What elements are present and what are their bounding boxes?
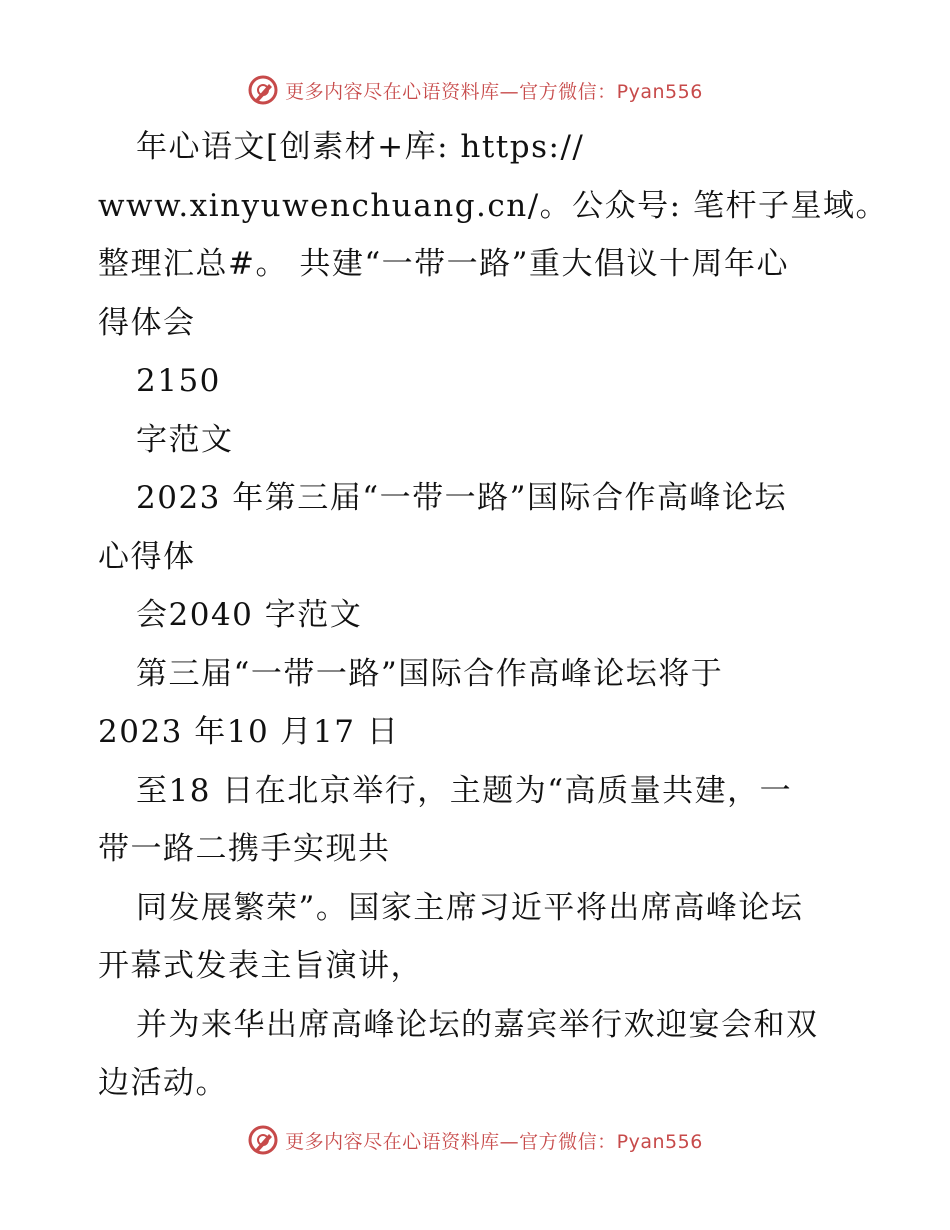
text-line: 并为来华出席高峰论坛的嘉宾举行欢迎宴会和双 bbox=[136, 1006, 819, 1043]
text-line: www.xinyuwenchuang.cn/。公众号: 笔杆子星域。 bbox=[98, 187, 888, 224]
text-line: 第三届“一带一路”国际合作高峰论坛将于 bbox=[136, 655, 724, 692]
text-line: 2023 年第三届“一带一路”国际合作高峰论坛 bbox=[136, 480, 787, 516]
text-line: 边活动。 bbox=[98, 1065, 228, 1101]
text-line: 得体会 bbox=[98, 304, 196, 341]
header-watermark-banner bbox=[0, 70, 950, 110]
pen-logo-icon bbox=[247, 1124, 279, 1156]
text-line: 会2040 字范文 bbox=[136, 597, 363, 633]
document-body bbox=[98, 118, 888, 1113]
text-line: 字范文 bbox=[136, 421, 234, 458]
footer-watermark-banner bbox=[0, 1120, 950, 1160]
text-line: 心得体 bbox=[98, 538, 196, 575]
pen-logo-icon bbox=[247, 74, 279, 106]
text-line: 带一路二携手实现共 bbox=[98, 831, 391, 867]
watermark-text: 更多内容尽在心语资料库—官方微信：Pyan556 bbox=[285, 1130, 703, 1153]
text-line: 至18 日在北京举行，主题为“高质量共建，一 bbox=[136, 772, 793, 809]
text-line: 2150 bbox=[136, 363, 221, 399]
text-line: 同发展繁荣”。国家主席习近平将出席高峰论坛 bbox=[136, 889, 804, 926]
text-line: 开幕式发表主旨演讲， bbox=[98, 948, 423, 984]
text-line: 整理汇总#。 共建“一带一路”重大倡议十周年心 bbox=[98, 246, 790, 282]
text-line: 年心语文[创素材+库: https:// bbox=[136, 129, 585, 165]
watermark-text: 更多内容尽在心语资料库—官方微信：Pyan556 bbox=[285, 80, 703, 103]
text-line: 2023 年10 月17 日 bbox=[98, 714, 400, 750]
